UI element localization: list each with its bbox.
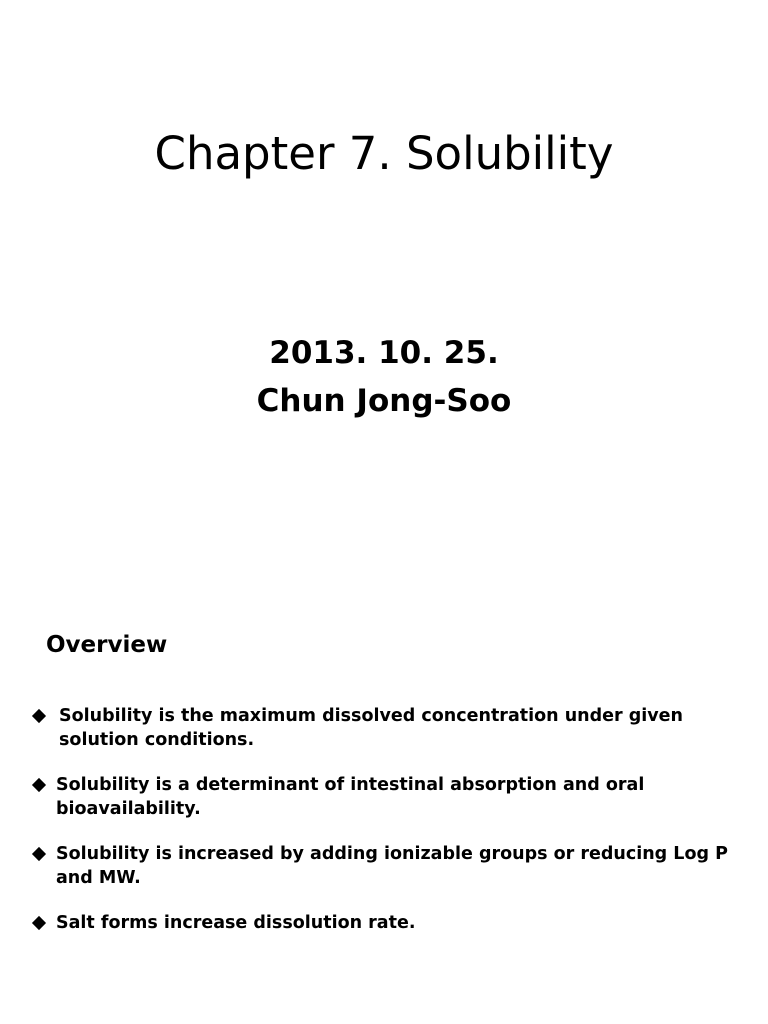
list-item: [32, 704, 752, 752]
bullet-text: Solubility is the maximum dissolved concentration under given solution conditions.: [59, 706, 683, 750]
diamond-bullet-icon: [32, 916, 46, 930]
diamond-bullet-icon: [32, 709, 46, 723]
bullet-text: Solubility is a determinant of intestinal absorption and oral bioavailability.: [56, 775, 645, 819]
presentation-date: 2013. 10. 25.: [269, 335, 499, 371]
bullet-text: Salt forms increase dissolution rate.: [56, 913, 416, 933]
diamond-bullet-icon: [32, 847, 46, 861]
list-item: [32, 773, 752, 821]
list-item: [32, 911, 752, 935]
overview-heading: Overview: [46, 632, 168, 658]
slide-title: Chapter 7. Solubility: [154, 127, 614, 180]
overview-bullet-list: [32, 704, 752, 956]
bullet-text: Solubility is increased by adding ionizable groups or reducing Log P and MW.: [56, 844, 728, 888]
list-item: [32, 842, 752, 890]
diamond-bullet-icon: [32, 778, 46, 792]
author-name: Chun Jong-Soo: [256, 383, 512, 419]
